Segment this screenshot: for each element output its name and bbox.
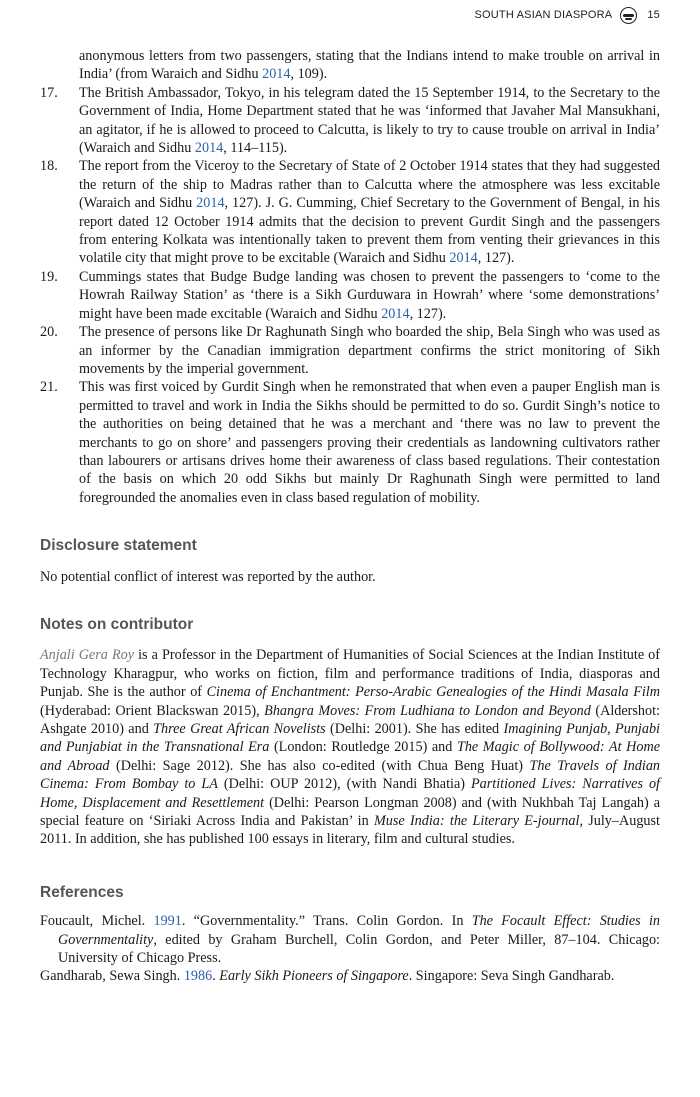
italic-title: Partitioned Lives: Narratives of Home, Displacement and Resettlement	[40, 776, 660, 811]
italic-title: Cinema of Enchantment: Perso-Arabic Genealogies of the Hindi Masala Film	[206, 684, 660, 701]
endnote-item	[40, 157, 660, 267]
text-run: (Delhi: 2001). She has edited	[325, 721, 504, 737]
text-run: (Delhi: Sage 2012). She has also co-edited (with Chua Beng Huat)	[109, 757, 530, 774]
contributor-bio	[40, 646, 660, 848]
italic-title: Three Great African Novelists	[153, 721, 326, 737]
text-run: .	[212, 968, 220, 985]
citation-year-link[interactable]: 2014	[194, 140, 224, 157]
text-run: anonymous letters from two passengers, stating that the Indians intend to make trouble on arrival in India’ (from Waraich and Sidhu	[79, 48, 660, 83]
italic-title: The Travels of Indian Cinema: From Bombay to LA	[40, 757, 661, 793]
endnote-number: 17.	[40, 84, 58, 101]
text-run: The presence of persons like Dr Raghunath Singh who boarded the ship, Bela Singh who was used as an informer by the Canadian immigration department confirms the strict monitoring of Sikh movements by the imperial government.	[79, 324, 660, 377]
text-run: . “Governmentality.” Trans. Colin Gordon. In	[181, 913, 472, 930]
endnote-item	[40, 268, 660, 323]
endnote-text	[79, 84, 660, 158]
contributor-heading: Notes on contributor	[40, 615, 194, 633]
endnote-text	[79, 378, 660, 507]
endnote-number: 18.	[40, 158, 58, 175]
text-run: . Singapore: Seva Singh Gandharab.	[408, 968, 615, 985]
page-content	[40, 47, 660, 986]
endnote-item	[40, 323, 660, 378]
text-run: The report from the Viceroy to the Secretary of State of 2 October 1914 states that they had suggested the return of the ship to Madras rather than to Calcutta where the atmosphere was less excitable (Waraich and Sidhu	[79, 158, 660, 212]
endnote-number: 21.	[40, 379, 58, 396]
reference-item	[40, 967, 660, 985]
text-run: , July–August 2011. In addition, she has published 100 essays in literary, film and cultural studies.	[40, 813, 660, 848]
citation-year-link[interactable]: 2014	[262, 66, 291, 83]
italic-title: The Magic of Bollywood: At Home and Abroad	[40, 739, 660, 774]
text-run: Foucault, Michel.	[40, 913, 154, 930]
running-header	[474, 5, 660, 25]
text-run: , 127).	[477, 250, 515, 267]
citation-year-link[interactable]: 2014	[449, 250, 478, 267]
endnote-item	[40, 378, 660, 507]
text-run: The British Ambassador, Tokyo, in his telegram dated the 15 September 1914, to the Secretary to the Government of India, Home Department stated that he was ‘informed that Javaher Mal Mansukhani, an agitator, if he is allowed to proceed to Calcutta, is likely to try to cause trouble on arrival in India’ (Waraich and Sidhu	[79, 84, 660, 157]
endnote-number: 20.	[40, 324, 58, 341]
text-run: , 127). J. G. Cumming, Chief Secretary to the Government of Bengal, in his report dated 12 October 1914 admits that the decision to prevent Gurdit Singh and the passengers from entering Kolkata was intentionally taken to prevent them from venting their grievances in this volatile city that might prove to be excitable (Waraich and Sidhu	[79, 195, 660, 267]
contributor-name: Anjali Gera Roy	[40, 647, 135, 664]
text-run: (Aldershot: Ashgate 2010) and	[40, 702, 661, 737]
text-run: , 114–115).	[223, 140, 288, 157]
endnote-number: 19.	[40, 268, 58, 285]
italic-title: Imagining Punjab, Punjabi and Punjabiat in the Transnational Era	[40, 721, 660, 756]
italic-title: Early Sikh Pioneers of Singapore	[219, 968, 409, 985]
citation-year-link[interactable]: 2014	[196, 195, 225, 212]
citation-year-link[interactable]: 2014	[381, 305, 410, 322]
page-number: 15	[647, 9, 660, 21]
italic-title: Muse India: the Literary E-journal	[373, 813, 580, 830]
endnote-item	[40, 47, 660, 84]
text-run: is a Professor in the Department of Humanities of Social Sciences at the Indian Institute of Technology Kharagpur, who works on fiction, film and performance traditions of India, diasporas and Punjab. She is the author of	[40, 647, 660, 701]
text-run: (London: Routledge 2015) and	[269, 739, 457, 756]
endnotes-list	[40, 47, 660, 507]
text-run: , 109).	[290, 66, 328, 83]
italic-title: The Focault Effect: Studies in Governmentality	[58, 913, 660, 948]
endnote-text	[79, 268, 660, 323]
text-run: , 127).	[409, 305, 447, 322]
text-run: Gandharab, Sewa Singh.	[40, 968, 184, 985]
references-heading: References	[40, 883, 124, 901]
citation-year-link[interactable]: 1991	[153, 913, 182, 930]
text-run: Cummings states that Budge Budge landing was chosen to prevent the passengers to ‘come to the Howrah Railway Station’ as ‘there is a Sikh Gurduwara in Howrah’ where ‘some demonstrations’ might have been made excitable (Waraich and Sidhu	[79, 268, 660, 322]
endnote-text	[79, 323, 660, 378]
endnote-text	[79, 157, 660, 267]
endnote-item	[40, 84, 660, 158]
disclosure-text: No potential conflict of interest was reported by the author.	[40, 568, 376, 585]
reference-item	[40, 912, 660, 967]
text-run: This was first voiced by Gurdit Singh when he remonstrated that when even a pauper English man is permitted to travel and work in India the Sikhs should be permitted to do so. Gurdit Singh’s notice to the authorities on being detained that he was a merchant and ‘there was no law to prevent the merchants to go on shore’ and passengers proving their credentials as landowning cultivators rather than labourers or artisans drives home their awareness of class based regulations. Their contestation of the basis on which 20 odd Sikhs but mainly Dr Raghunath Singh were permitted to land foregrounded the anomalies even in class based regulation of mobility.	[79, 379, 660, 506]
text-run: (Hyderabad: Orient Blackswan 2015),	[40, 702, 265, 719]
endnote-text	[79, 47, 660, 84]
text-run: (Delhi: Pearson Longman 2008) and (with Nukhbah Taj Langah) a special feature on ‘Siriaki Across India and Pakistan’ in	[40, 794, 660, 830]
running-title: SOUTH ASIAN DIASPORA	[474, 9, 613, 21]
journal-logo-icon	[620, 7, 637, 24]
text-run: (Delhi: OUP 2012), (with Nandi Bhatia)	[217, 776, 471, 793]
text-run: , edited by Graham Burchell, Colin Gordon, and Peter Miller, 87–104. Chicago: University of Chicago Press.	[58, 931, 660, 967]
disclosure-heading: Disclosure statement	[40, 537, 197, 555]
citation-year-link[interactable]: 1986	[183, 968, 213, 985]
italic-title: Bhangra Moves: From Ludhiana to London and Beyond	[264, 702, 591, 719]
references-list	[40, 912, 660, 986]
